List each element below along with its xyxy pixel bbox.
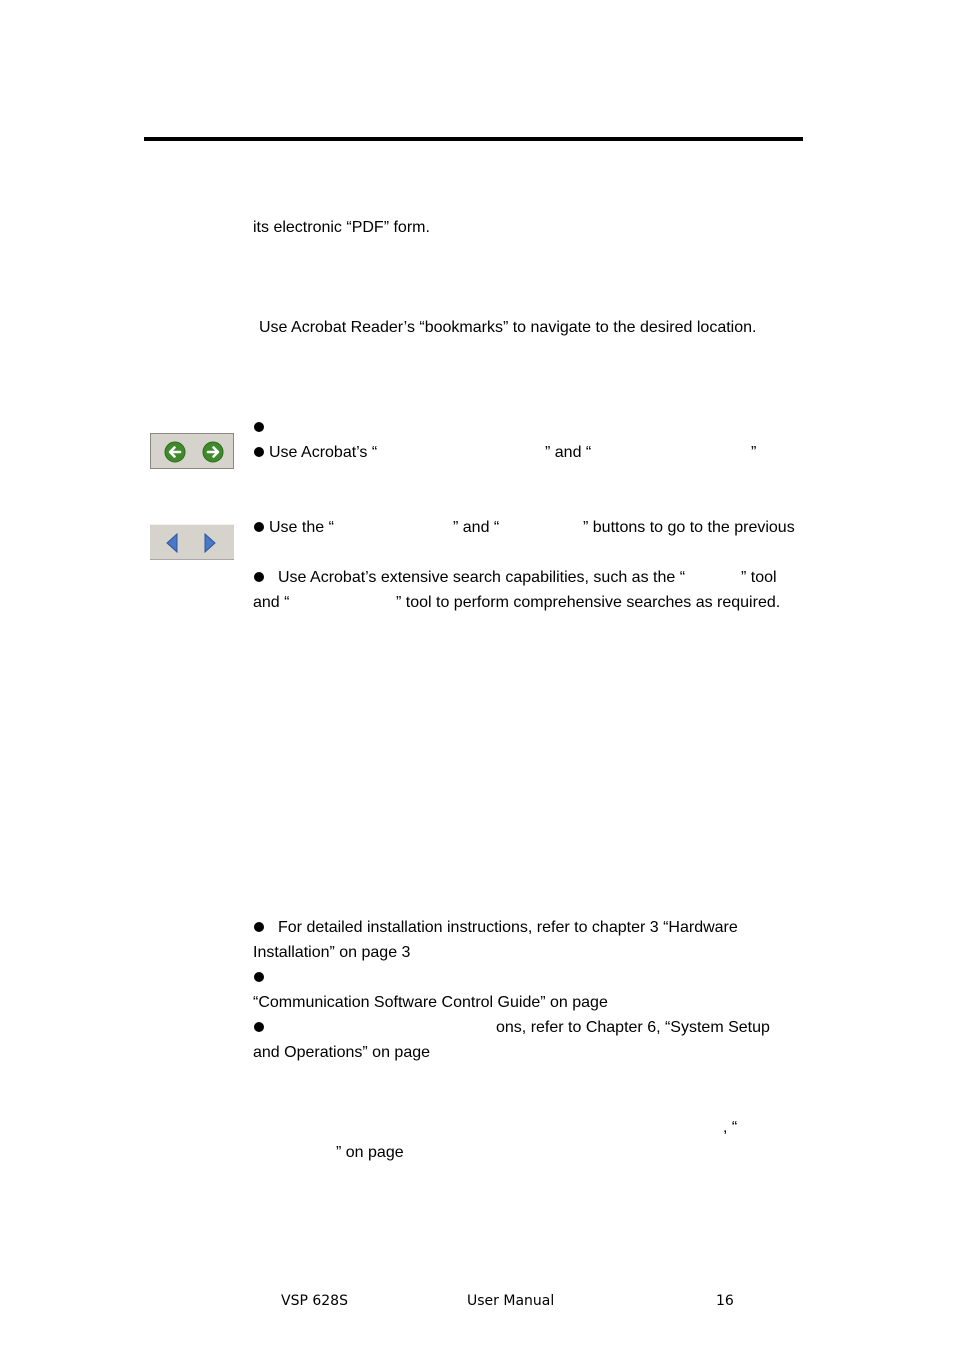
bullet (254, 447, 264, 457)
header-rule (144, 137, 803, 141)
bullet (254, 1022, 264, 1032)
bullet (254, 922, 264, 932)
nav1-text-c: ” (751, 444, 757, 461)
bullet (254, 522, 264, 532)
footer-doc-title: User Manual (467, 1293, 555, 1309)
ref-system-line1: ons, refer to Chapter 6, “System Setup (496, 1019, 770, 1036)
ref-fragment-2: ” on page (336, 1144, 404, 1161)
nav2-text-b: ” and “ (453, 519, 500, 536)
nav1-text-a: Use Acrobat’s “ (269, 444, 378, 461)
blue-triangle-next-icon (205, 534, 215, 552)
search-text-d: ” tool to perform comprehensive searches as required. (396, 594, 781, 611)
ref-hardware-line1: For detailed installation instructions, refer to chapter 3 “Hardware (278, 919, 738, 936)
bullet (254, 972, 264, 982)
footer-page-number: 16 (716, 1293, 734, 1309)
footer-model: VSP 628S (281, 1293, 348, 1309)
bullet (254, 422, 264, 432)
ref-fragment-1: , “ (723, 1119, 738, 1136)
ref-hardware-line2: Installation” on page 3 (253, 944, 411, 961)
ref-communication: “Communication Software Control Guide” on page (253, 994, 608, 1011)
history-nav-toolbar-icon (150, 433, 234, 469)
search-text-c: and “ (253, 594, 290, 611)
bullet (254, 572, 264, 582)
nav2-text-c: ” buttons to go to the previous (583, 519, 795, 536)
paragraph-pdf-form: its electronic “PDF” form. (253, 219, 430, 236)
search-text-b: ” tool (741, 569, 777, 586)
page-nav-toolbar-icon (150, 524, 234, 560)
nav2-text-a: Use the “ (269, 519, 334, 536)
paragraph-bookmarks: Use Acrobat Reader’s “bookmarks” to navigate to the desired location. (259, 319, 757, 336)
nav1-text-b: ” and “ (545, 444, 592, 461)
blue-triangle-previous-icon (167, 534, 177, 552)
search-text-a: Use Acrobat’s extensive search capabilities, such as the “ (278, 569, 686, 586)
ref-system-line2: and Operations” on page (253, 1044, 431, 1061)
